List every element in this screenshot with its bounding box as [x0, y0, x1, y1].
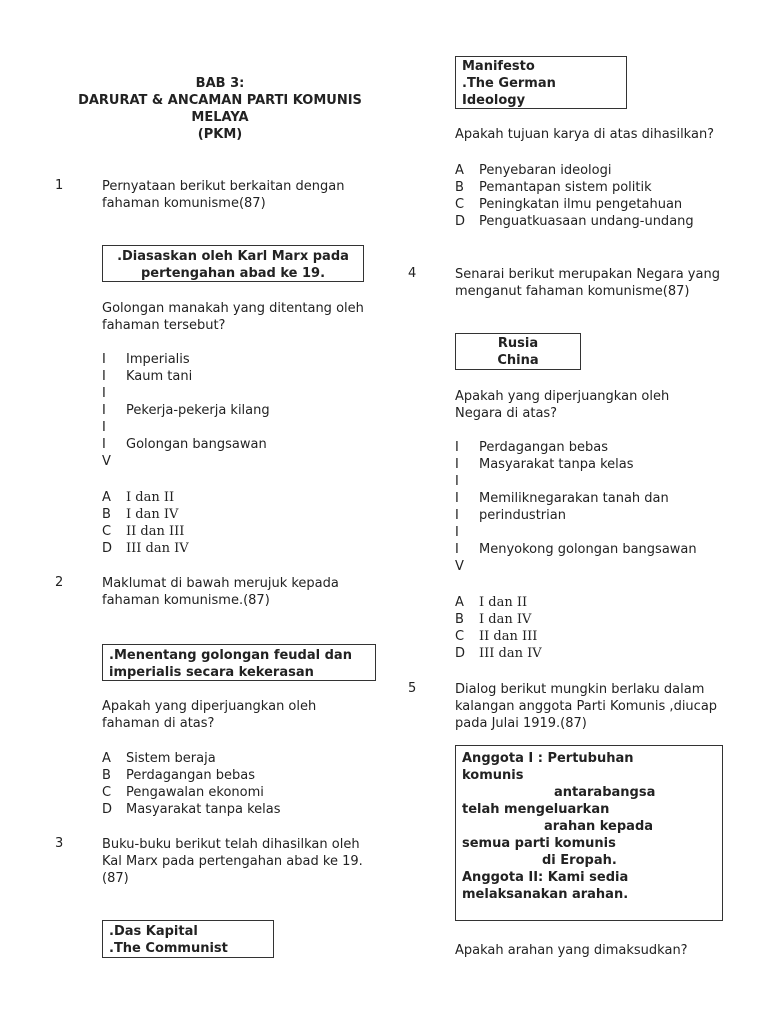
dialog-line: Anggota II: Kami sedia	[462, 870, 629, 885]
q3-question: Apakah tujuan karya di atas dihasilkan?	[455, 127, 715, 142]
q2-box-line: .Menentang golongan feudal dan	[109, 648, 352, 663]
q5-stem-line: pada Julai 1919.(87)	[455, 716, 587, 731]
list-item: I Menyokong golongan bangsawan	[455, 542, 697, 557]
q3-book: Ideology	[462, 93, 526, 108]
chapter-number: BAB 3:	[195, 76, 245, 91]
option-c[interactable]: C Pengawalan ekonomi	[102, 785, 264, 800]
q3-book: .The Communist	[109, 941, 228, 956]
option-b[interactable]: B I dan IV	[455, 612, 532, 627]
dialog-line: di Eropah.	[542, 853, 617, 868]
dialog-line: arahan kepada	[544, 819, 654, 834]
q1-items	[102, 351, 270, 470]
q1-stem	[102, 178, 344, 212]
q3-books-box-left	[102, 920, 274, 958]
q3-book: .Das Kapital	[109, 924, 198, 939]
q2-stem-line: Maklumat di bawah merujuk kepada	[102, 576, 339, 591]
q1-box-line: pertengahan abad ke 19.	[140, 266, 326, 281]
q4-country: China	[497, 353, 539, 368]
q2-options	[102, 750, 281, 818]
list-item: V	[455, 559, 464, 574]
list-item: I	[455, 474, 459, 489]
q4-country: Rusia	[497, 336, 539, 351]
q4-question	[455, 388, 669, 422]
q1-stem-line: fahaman komunisme(87)	[102, 196, 266, 211]
option-a[interactable]: A Sistem beraja	[102, 751, 216, 766]
option-d[interactable]: D III dan IV	[455, 646, 542, 661]
list-item: I Imperialis	[102, 352, 190, 367]
chapter-heading: DARURAT & ANCAMAN PARTI KOMUNIS	[78, 93, 362, 108]
q2-number: 2	[55, 575, 64, 590]
q5-dialog-box	[455, 745, 723, 921]
option-c[interactable]: C II dan III	[455, 629, 538, 644]
q4-question-line: Negara di atas?	[455, 406, 558, 421]
q3-book: Manifesto	[462, 59, 535, 74]
q4-countries-box	[455, 333, 581, 370]
q3-stem	[102, 836, 363, 887]
option-a[interactable]: A I dan II	[102, 490, 175, 505]
option-a[interactable]: A I dan II	[455, 595, 528, 610]
q2-question	[102, 698, 316, 732]
q4-stem-line: Senarai berikut merupakan Negara yang	[455, 267, 720, 282]
list-item: I Memiliknegarakan tanah dan	[455, 491, 669, 506]
q4-stem-line: menganut fahaman komunisme(87)	[455, 284, 690, 299]
dialog-line: komunis	[462, 768, 524, 783]
list-item: I Kaum tani	[102, 369, 193, 384]
list-item: I Golongan bangsawan	[102, 437, 267, 452]
list-item: I Masyarakat tanpa kelas	[455, 457, 634, 472]
list-item: V	[102, 454, 111, 469]
option-b[interactable]: B I dan IV	[102, 507, 179, 522]
q4-options	[455, 594, 542, 662]
q3-options	[455, 162, 694, 230]
q2-statement-box	[102, 644, 376, 681]
q2-question-line: Apakah yang diperjuangkan oleh	[102, 699, 317, 714]
dialog-line: melaksanakan arahan.	[462, 887, 629, 902]
q5-number: 5	[408, 681, 417, 696]
list-item: I perindustrian	[455, 508, 566, 523]
option-d[interactable]: D III dan IV	[102, 541, 189, 556]
option-c[interactable]: C II dan III	[102, 524, 185, 539]
dialog-line: semua parti komunis	[462, 836, 616, 851]
q3-stem-line: (87)	[102, 871, 129, 886]
chapter-heading-cont: MELAYA	[191, 110, 249, 125]
option-c[interactable]: C Peningkatan ilmu pengetahuan	[455, 197, 683, 212]
chapter-title	[60, 75, 380, 143]
q2-question-line: fahaman di atas?	[102, 716, 215, 731]
q3-books-box-right	[455, 56, 627, 109]
list-item: I	[102, 420, 106, 435]
q1-question-line: Golongan manakah yang ditentang oleh	[102, 301, 364, 316]
q1-stem-line: Pernyataan berikut berkaitan dengan	[102, 179, 345, 194]
option-b[interactable]: B Pemantapan sistem politik	[455, 180, 652, 195]
q1-question-line: fahaman tersebut?	[102, 318, 226, 333]
q1-number: 1	[55, 178, 64, 193]
option-a[interactable]: A Penyebaran ideologi	[455, 163, 612, 178]
q3-stem-line: Kal Marx pada pertengahan abad ke 19.	[102, 854, 363, 869]
q1-statement-box	[102, 245, 364, 282]
option-d[interactable]: D Masyarakat tanpa kelas	[102, 802, 281, 817]
list-item: I	[102, 386, 106, 401]
option-d[interactable]: D Penguatkuasaan undang-undang	[455, 214, 694, 229]
chapter-abbrev: (PKM)	[197, 127, 243, 142]
list-item: I Perdagangan bebas	[455, 440, 608, 455]
q5-stem-line: kalangan anggota Parti Komunis ,diucap	[455, 699, 718, 714]
q1-options	[102, 489, 189, 557]
q2-box-line: imperialis secara kekerasan	[109, 665, 314, 680]
q1-box-line: .Diasaskan oleh Karl Marx pada	[117, 249, 349, 264]
dialog-line: telah mengeluarkan	[462, 802, 610, 817]
q2-stem	[102, 575, 339, 609]
dialog-line: antarabangsa	[554, 785, 656, 800]
q5-stem-line: Dialog berikut mungkin berlaku dalam	[455, 682, 705, 697]
q2-stem-line: fahaman komunisme.(87)	[102, 593, 270, 608]
list-item: I	[455, 525, 459, 540]
q4-question-line: Apakah yang diperjuangkan oleh	[455, 389, 670, 404]
q4-number: 4	[408, 266, 417, 281]
list-item: I Pekerja-pekerja kilang	[102, 403, 270, 418]
dialog-line: Anggota I : Pertubuhan	[462, 751, 634, 766]
option-b[interactable]: B Perdagangan bebas	[102, 768, 255, 783]
q1-question	[102, 300, 364, 334]
q3-book: .The German	[462, 76, 556, 91]
q3-number: 3	[55, 836, 64, 851]
q4-stem	[455, 266, 720, 300]
q5-question: Apakah arahan yang dimaksudkan?	[455, 943, 688, 958]
q4-items	[455, 439, 697, 575]
q5-stem	[455, 681, 717, 732]
q3-stem-line: Buku-buku berikut telah dihasilkan oleh	[102, 837, 360, 852]
